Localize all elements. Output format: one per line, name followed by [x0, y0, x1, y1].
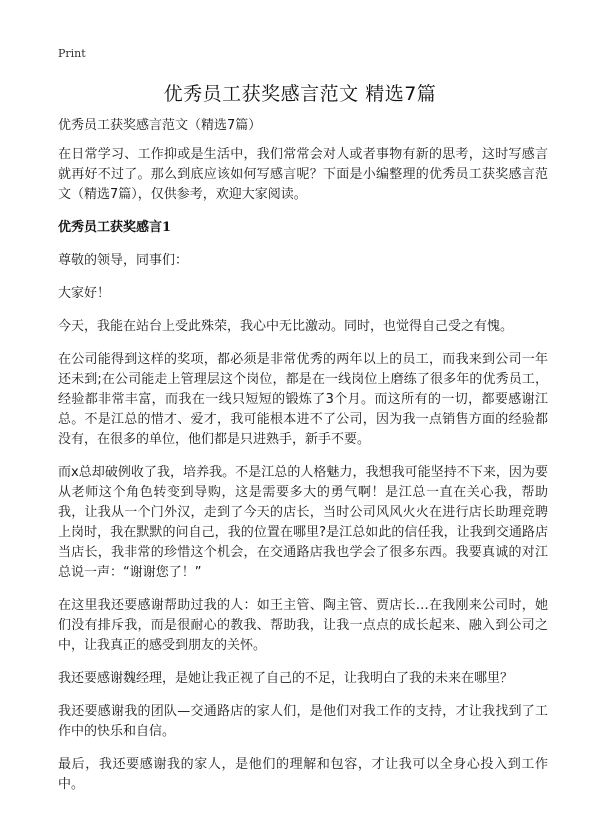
closing-paragraph: 最后，我还要感谢我的家人，是他们的理解和包容，才让我可以全身心投入到工作中。: [58, 757, 548, 792]
body-paragraph: 今天，我能在站台上受此殊荣，我心中无比激动。同时，也觉得自己受之有愧。: [58, 319, 514, 334]
body-paragraph: 在这里我还要感谢帮助过我的人：如王主管、陶主管、贾店长…在我刚来公司时，她们没有排斥我，而是很耐心的教我、帮助我，让我一点点的成长起来、融入到公司之中，让我真正的感受到朋友的关怀。: [58, 598, 548, 653]
article-subtitle: 优秀员工获奖感言范文（精选7篇）: [58, 118, 262, 133]
greeting-paragraph: 大家好！: [58, 286, 111, 301]
intro-paragraph: 在日常学习、工作抑或是生活中，我们常常会对人或者事物有新的思考，这时写感言就再好不过了。那么到底应该如何写感言呢？下面是小编整理的优秀员工获奖感言范文（精选7篇），仅供参考，欢迎大家阅读。: [58, 147, 548, 202]
body-paragraph: 我还要感谢我的团队—交通路店的家人们，是他们对我工作的支持，才让我找到了工作中的快乐和自信。: [58, 704, 548, 739]
salutation-paragraph: 尊敬的领导，同事们：: [58, 253, 189, 268]
print-label: Print: [58, 47, 86, 60]
body-paragraph: 我还要感谢魏经理，是她让我正视了自己的不足，让我明白了我的未来在哪里？: [58, 671, 514, 686]
body-paragraph: 而x总却破例收了我，培养我。不是江总的人格魅力，我想我可能坚持不下来，因为要从老师这个角色转变到导购，这是需要多大的勇气啊！是江总一直在关心我，帮助我，让我从一个门外汉，走到了今天的店长，当时公司风风火火在进行店长助理竞聘上岗时，我在默默的问自己，我的位置在哪里?是江总如此的信任我，让我到交通路店当店长，我非常的珍惜这个机会，在交通路店我也学会了很多东西。我要真诚的对江总说一声：“谢谢您了！”: [58, 465, 548, 580]
section-heading: 优秀员工获奖感言1: [58, 220, 172, 235]
article-body: [58, 116, 548, 808]
page-title: 优秀员工获奖感言范文 精选7篇: [163, 83, 437, 105]
body-paragraph: 在公司能得到这样的奖项，都必须是非常优秀的两年以上的员工，而我来到公司一年还未到;在公司能走上管理层这个岗位，都是在一线岗位上磨练了很多年的优秀员工，经验都非常丰富，而我在一线只短短的锻炼了3个月。而这所有的一切，都要感谢江总。不是江总的惜才、爱才，我可能根本进不了公司，因为我一点销售方面的经验都没有，在很多的单位，他们都是只进熟手，新手不要。: [58, 352, 548, 447]
